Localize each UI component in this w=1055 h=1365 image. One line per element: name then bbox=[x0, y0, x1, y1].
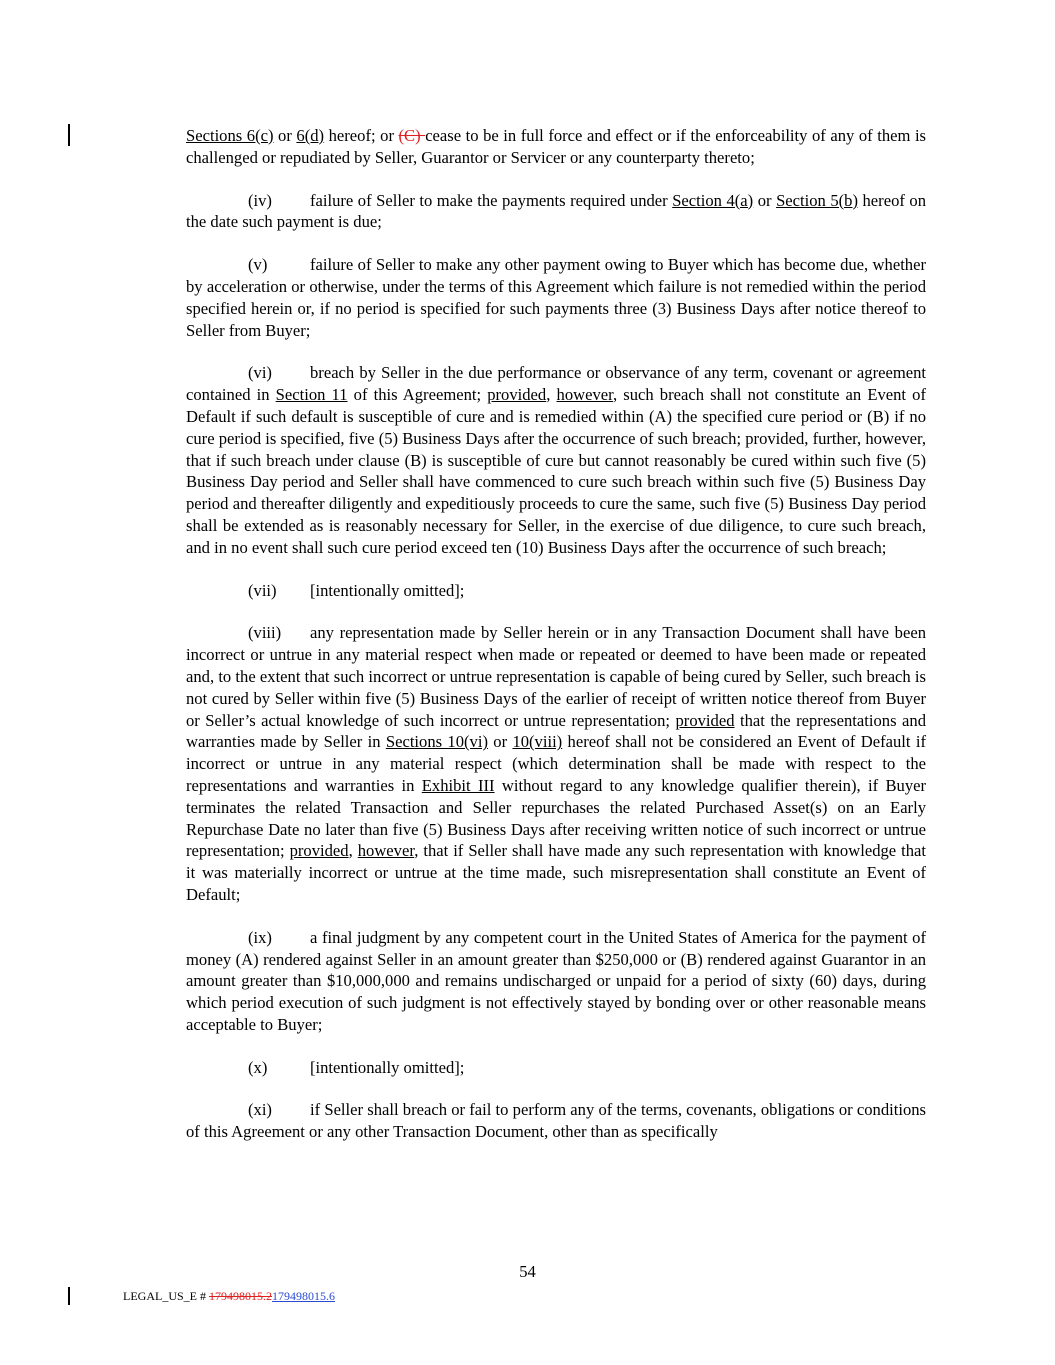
clause-number: (x) bbox=[248, 1057, 268, 1077]
footer-old-id: 179498015.2 bbox=[209, 1289, 272, 1303]
text-run: [intentionally omitted]; bbox=[310, 580, 465, 600]
exhibit-ref: Exhibit III bbox=[421, 775, 495, 795]
section-ref: Sections 10(vi) bbox=[385, 732, 488, 752]
proviso-term: provided bbox=[289, 841, 349, 861]
text-run: failure of Seller to make any other payment owing to Buyer which has become due, whether by acceleration or otherwise, under the terms of this Agreement which failure is not remedied within the period specified herein or, if no period is specified for such payments three (3) Business Days after notice thereof to Seller from Buyer; bbox=[186, 255, 926, 340]
footer-doc-id bbox=[123, 1289, 335, 1304]
paragraph-ix bbox=[186, 927, 926, 1036]
text-run: , such breach shall not constitute an Event of Default if such default is susceptible of cure and is remedied within (A) the specified cure period or (B) if no cure period is specified, five (5) Business Days after the occurrence of such breach; provided, further, however, that if such breach under clause (B) is susceptible of cure but cannot reasonably be cured within such five (5) Business Day period and Seller shall have commenced to cure such breach within such five (5) Business Day period and thereafter diligently and expeditiously proceeds to cure the same, such five (5) Business Day period shall be extended as is reasonably necessary for Seller, in the exercise of due diligence, to cure such breach, and in no event shall such cure period exceed ten (10) Business Days after the occurrence of such breach; bbox=[186, 385, 926, 557]
paragraph-viii bbox=[186, 622, 926, 905]
text-run: or bbox=[273, 126, 297, 145]
clause-number: (v) bbox=[248, 255, 268, 275]
change-bar-top bbox=[68, 124, 70, 146]
paragraph-iv bbox=[186, 190, 926, 234]
proviso-term: provided bbox=[675, 710, 735, 730]
paragraph-intro bbox=[186, 125, 926, 169]
text-run: that the representations and warranties made by Seller in bbox=[186, 710, 926, 752]
text-run: of this Agreement; bbox=[347, 385, 488, 405]
clause-number: (vi) bbox=[248, 363, 272, 383]
text-run: [intentionally omitted]; bbox=[310, 1057, 465, 1077]
footer-new-id: 179498015.6 bbox=[272, 1289, 335, 1303]
footer-prefix: LEGAL_US_E # bbox=[123, 1289, 209, 1303]
page-number: 54 bbox=[519, 1262, 536, 1281]
section-ref: Section 5(b) bbox=[776, 190, 858, 210]
change-bar-footer bbox=[68, 1287, 70, 1305]
text-run: , that if Seller shall have made any such representation with knowledge that it was materially incorrect or untrue at the time made, such misrepresentation shall constitute an Event of Default; bbox=[186, 841, 927, 904]
section-ref: 6(d) bbox=[296, 126, 325, 145]
paragraph-x bbox=[186, 1057, 926, 1079]
text-run: a final judgment by any competent court in the United States of America for the payment of money (A) rendered against Seller in an amount greater than $250,000 or (B) rendered against Guarantor in an amount greater than $10,000,000 and remains undischarged or unpaid for a period of sixty (60) days, during which period execution of such judgment is not effectively stayed by bonding over or other reasonable means acceptable to Buyer; bbox=[186, 927, 926, 1034]
text-run: any representation made by Seller herein or in any Transaction Document shall have been incorrect or untrue in any material respect when made or repeated or deemed to have been made or repeated and, to the extent that such incorrect or untrue representation is capable of being cured by Seller, such breach is not cured by Seller within five (5) Business Days of the earlier of receipt of written notice thereof from Buyer or Seller’s actual knowledge of such incorrect or untrue representation; bbox=[186, 623, 926, 730]
paragraph-vi bbox=[186, 362, 926, 558]
text-run: or bbox=[753, 190, 777, 210]
clause-number: (vii) bbox=[248, 580, 277, 600]
clause-number: (xi) bbox=[248, 1100, 272, 1120]
text-run: cease to be in full force and effect or if the enforceability of any of them is challenged or repudiated by Seller, Guarantor or Servicer or any counterparty thereto; bbox=[186, 126, 927, 167]
paragraph-v bbox=[186, 254, 926, 341]
clause-number: (ix) bbox=[248, 927, 272, 947]
paragraph-vii bbox=[186, 580, 926, 602]
paragraph-xi bbox=[186, 1099, 926, 1143]
text-run: if Seller shall breach or fail to perform any of the terms, covenants, obligations or conditions of this Agreement or any other Transaction Document, other than as specifically bbox=[186, 1100, 926, 1142]
clause-number: (iv) bbox=[248, 190, 272, 210]
proviso-term: however bbox=[357, 841, 415, 861]
deleted-text: (C) bbox=[398, 126, 426, 145]
text-run: hereof shall not be considered an Event of Default if incorrect or untrue in any material respect (which determination shall be made with respect to the representations and warranties in bbox=[186, 732, 926, 795]
text-run: hereof on the date such payment is due; bbox=[186, 190, 926, 232]
text-run: failure of Seller to make the payments required under bbox=[310, 190, 673, 210]
body-text bbox=[186, 125, 926, 1164]
text-run: , bbox=[546, 385, 557, 405]
text-run: , bbox=[348, 841, 358, 861]
proviso-term: however bbox=[556, 385, 613, 405]
section-ref: Section 11 bbox=[275, 385, 348, 405]
section-ref: Section 4(a) bbox=[672, 190, 754, 210]
text-run: or bbox=[487, 732, 513, 752]
section-ref: 10(viii) bbox=[512, 732, 563, 752]
section-ref: Sections 6(c) bbox=[186, 126, 274, 145]
text-run: breach by Seller in the due performance or observance of any term, covenant or agreement contained in bbox=[186, 363, 926, 405]
text-run: without regard to any knowledge qualifier therein), if Buyer terminates the related Transaction and Seller repurchases the related Purchased Asset(s) on an Early Repurchase Date no later than five (5) Business Days after receiving written notice of such incorrect or untrue representation; bbox=[186, 775, 927, 861]
text-run: hereof; or bbox=[324, 126, 399, 145]
clause-number: (viii) bbox=[248, 623, 282, 643]
proviso-term: provided bbox=[487, 385, 547, 405]
